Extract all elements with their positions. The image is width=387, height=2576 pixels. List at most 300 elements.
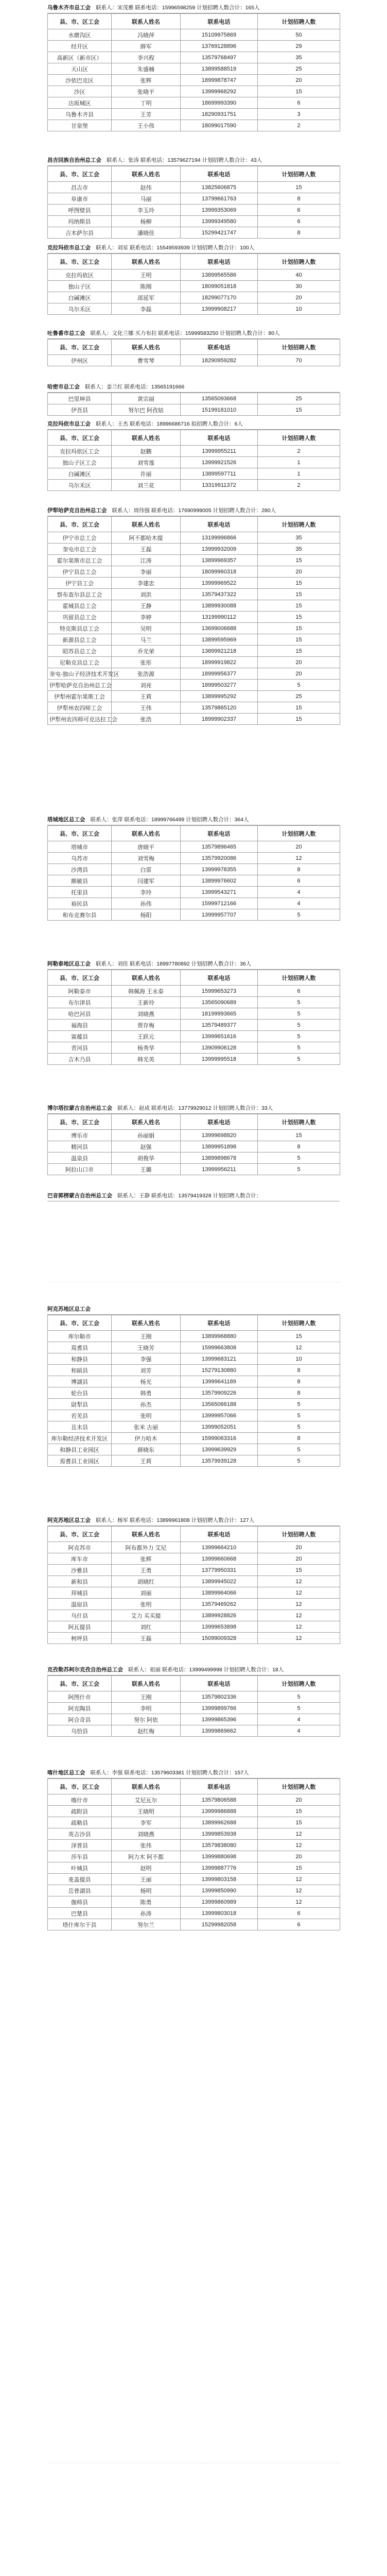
cell-district: 天山区 [48,63,112,75]
cell-phone: 13899921218 [181,646,258,657]
cell-recruit-count: 15 [258,623,340,634]
cell-contact-name: 薛军 [112,41,181,52]
cell-phone: 13999865396 [181,1714,258,1725]
column-header: 联系电话 [181,14,258,29]
cell-phone: 13199996866 [181,532,258,544]
cell-phone: 13999698820 [181,1130,258,1141]
cell-district: 伽师县 [48,1896,112,1908]
cell-contact-name: 王莉 [112,691,181,702]
cell-district: 裕民县 [48,898,112,909]
cell-contact-name: 张彤 [112,657,181,668]
column-header: 联系人姓名 [112,1315,181,1331]
cell-contact-name: 王丽 [112,1874,181,1885]
cell-phone: 15999063316 [181,1433,258,1444]
table-row [48,269,340,281]
table-row [48,1421,340,1433]
table-row [48,227,340,239]
cell-phone: 18699993390 [181,97,258,109]
recruitment-table [47,13,340,131]
table-row [48,1387,340,1399]
cell-contact-name: 贾存梅 [112,1020,181,1031]
cell-contact-name: 张辉 [112,1553,181,1565]
section-header [47,1664,340,1675]
cell-district: 库尔勒市 [48,1331,112,1342]
column-header: 联系人姓名 [112,1114,181,1130]
column-header: 联系人姓名 [112,254,181,269]
cell-recruit-count: 12 [258,1610,340,1621]
cell-recruit-count: 8 [258,1387,340,1399]
cell-phone: 18999956377 [181,668,258,680]
cell-contact-name: 杨阳 [112,909,181,921]
section-org-name: 伊犁哈萨克自治州总工会 [47,507,107,514]
cell-recruit-count: 8 [258,1376,340,1387]
cell-phone: 15109975869 [181,29,258,41]
table-row [48,1885,340,1896]
cell-recruit-count: 6 [258,986,340,997]
table-row [48,1691,340,1703]
cell-phone: 13899565586 [181,269,258,281]
cell-contact-name: 张伟 [112,1840,181,1851]
cell-recruit-count: 12 [258,1840,340,1851]
cell-recruit-count: 6 [258,875,340,887]
section-contact-info: 联系人：李强 联系电话：13579603381 计划招聘人数合计：157人 [90,1770,249,1776]
column-header: 计划招聘人数 [258,517,340,532]
cell-recruit-count: 15 [258,714,340,725]
table-header-row [48,826,340,841]
cell-recruit-count: 15 [258,1806,340,1817]
cell-contact-name: 张浩 [112,714,181,725]
cell-recruit-count: 20 [258,1542,340,1553]
cell-contact-name: 王静 [112,600,181,612]
cell-district: 库车市 [48,1553,112,1565]
column-header: 联系电话 [181,970,258,986]
table-row [48,1587,340,1599]
table-row [48,1331,340,1342]
section-header [47,1190,340,1201]
cell-contact-name: 马兰 [112,634,181,646]
column-header: 联系电话 [181,430,258,446]
cell-district: 沙湾县 [48,864,112,875]
cell-contact-name: 张浩源 [112,668,181,680]
cell-contact-name: 杨光 [112,1376,181,1387]
cell-phone: 13699006688 [181,623,258,634]
column-header: 联系电话 [181,826,258,841]
table-row [48,657,340,668]
cell-district: 伊犁哈萨克自治州总工会 [48,680,112,691]
cell-phone: 13899968880 [181,1331,258,1342]
cell-district: 柯坪县 [48,1633,112,1644]
section-contact-info: 联系人：刘星 联系电话：15549593939 计划招聘人数合计：100人 [96,245,255,251]
table-row [48,480,340,491]
cell-recruit-count: 5 [258,1008,340,1020]
section-header [47,1103,340,1114]
cell-phone: 13999850990 [181,1885,258,1896]
cell-district: 高新区（新市区） [48,52,112,63]
cell-district: 博乐市 [48,1130,112,1141]
cell-phone: 13999860989 [181,1896,258,1908]
section-header [47,958,340,970]
table-row [48,623,340,634]
cell-recruit-count: 5 [258,909,340,921]
cell-district: 哈巴河县 [48,1008,112,1020]
cell-phone: 13999957707 [181,909,258,921]
cell-phone: 18999902337 [181,714,258,725]
cell-recruit-count: 4 [258,1725,340,1737]
cell-contact-name: 王磊 [112,1633,181,1644]
cell-district: 独山子区工会 [48,457,112,468]
column-header: 县、市、区工会 [48,1676,112,1691]
cell-recruit-count: 15 [258,646,340,657]
cell-contact-name: 王刚 [112,1331,181,1342]
table-row [48,281,340,292]
table-row [48,1703,340,1714]
cell-recruit-count: 15 [258,1331,340,1342]
table-row [48,1817,340,1828]
section-header [47,328,340,339]
column-header: 联系电话 [181,340,258,355]
cell-contact-name: 李兴程 [112,52,181,63]
cell-phone: 13579920086 [181,853,258,864]
cell-phone: 13899969357 [181,555,258,566]
table-row [48,1794,340,1806]
recruitment-table [47,516,340,725]
cell-recruit-count: 5 [258,1153,340,1164]
column-header: 联系电话 [181,254,258,269]
cell-phone: 18099051818 [181,281,258,292]
cell-recruit-count: 20 [258,75,340,86]
section-header [47,381,340,393]
cell-phone: 13899930088 [181,600,258,612]
cell-contact-name: 李明 [112,1703,181,1714]
table-row [48,1455,340,1467]
cell-phone: 13999887776 [181,1862,258,1874]
table-header-row [48,166,340,182]
cell-phone: 13999921526 [181,457,258,468]
table-row [48,182,340,193]
cell-contact-name: 张米 古丽 [112,1421,181,1433]
cell-phone: 13565093668 [181,393,258,404]
recruitment-table [47,970,340,1065]
cell-phone: 13899962688 [181,1817,258,1828]
cell-contact-name: 张辉 [112,75,181,86]
cell-recruit-count: 8 [258,864,340,875]
cell-district: 乌恰县 [48,1725,112,1737]
cell-contact-name: 刘丽 [112,1587,181,1599]
section-contact-info: 联系人：张萍 联系电话：18999766499 计划招聘人数合计：364人 [90,817,249,823]
cell-recruit-count: 4 [258,898,340,909]
table-row [48,1919,340,1930]
cell-district: 伊吾县 [48,404,112,416]
cell-contact-name: 杨秀华 [112,1042,181,1054]
recruitment-table [47,166,340,239]
column-header: 联系电话 [181,1676,258,1691]
cell-phone: 15299982058 [181,1919,258,1930]
cell-contact-name: 王莉 [112,1455,181,1467]
column-header: 计划招聘人数 [258,1315,340,1331]
recruitment-table [47,1675,340,1737]
table-row [48,109,340,120]
cell-phone: 13579896465 [181,841,258,853]
table-row [48,555,340,566]
column-header: 联系人姓名 [112,826,181,841]
cell-district: 新源县总工会 [48,634,112,646]
cell-recruit-count: 50 [258,29,340,41]
cell-phone: 13999052051 [181,1421,258,1433]
cell-district: 乌什县 [48,1610,112,1621]
cell-phone: 13565066188 [181,1399,258,1410]
column-header: 联系电话 [181,166,258,182]
cell-recruit-count: 70 [258,355,340,366]
recruitment-table [47,430,340,491]
table-row [48,1365,340,1376]
cell-recruit-count: 35 [258,52,340,63]
section-s12 [47,1303,340,1467]
table-row [48,1714,340,1725]
cell-phone: 13999932009 [181,544,258,555]
cell-phone: 15999653273 [181,986,258,997]
cell-district: 焉耆县工业园区 [48,1455,112,1467]
cell-phone: 13999978355 [181,864,258,875]
section-org-name: 阿勒泰地区总工会 [47,961,91,967]
table-row [48,446,340,457]
table-row [48,303,340,315]
cell-recruit-count: 15 [258,702,340,714]
cell-district: 且末县 [48,1421,112,1433]
cell-contact-name: 刘亮 [112,680,181,691]
table-row [48,1399,340,1410]
table-row [48,1433,340,1444]
column-header: 县、市、区工会 [48,1114,112,1130]
cell-district: 霍尔果斯市总工会 [48,555,112,566]
column-header: 县、市、区工会 [48,517,112,532]
cell-recruit-count: 15 [258,589,340,600]
column-header: 县、市、区工会 [48,14,112,29]
cell-recruit-count: 12 [258,1896,340,1908]
cell-contact-name: 李建忠 [112,578,181,589]
section-contact-info: 联系人：姜兰红 联系电话：13565191666 [85,384,185,390]
cell-recruit-count: 8 [258,193,340,205]
cell-contact-name: 王勇 [112,1565,181,1576]
cell-recruit-count: 12 [258,1587,340,1599]
table-row [48,1862,340,1874]
cell-district: 沙区 [48,86,112,97]
cell-phone: 13899588519 [181,63,258,75]
cell-recruit-count: 20 [258,841,340,853]
cell-contact-name: 王磊 [112,544,181,555]
column-header: 县、市、区工会 [48,166,112,182]
table-row [48,875,340,887]
cell-recruit-count: 12 [258,1874,340,1885]
table-row [48,1851,340,1862]
cell-contact-name: 胡晓红 [112,1576,181,1587]
cell-recruit-count: 20 [258,1794,340,1806]
cell-phone: 13999955211 [181,446,258,457]
cell-phone: 13565090689 [181,997,258,1008]
cell-district: 独山子区 [48,281,112,292]
cell-district: 经开区 [48,41,112,52]
table-row [48,1725,340,1737]
cell-recruit-count: 15 [258,1817,340,1828]
cell-district: 沙雅县 [48,1565,112,1576]
cell-contact-name: 乔光荣 [112,646,181,657]
column-header: 联系电话 [181,517,258,532]
column-header: 计划招聘人数 [258,826,340,841]
cell-recruit-count: 10 [258,1353,340,1365]
cell-contact-name: 曹雪琴 [112,355,181,366]
cell-phone: 13779950331 [181,1565,258,1576]
table-row [48,1008,340,1020]
cell-district: 塔什库尔干县 [48,1919,112,1930]
cell-phone: 13899995292 [181,691,258,702]
column-header: 县、市、区工会 [48,1527,112,1542]
table-row [48,841,340,853]
table-row [48,1565,340,1576]
cell-phone: 13579489377 [181,1020,258,1031]
cell-recruit-count: 15 [258,1130,340,1141]
cell-phone: 13999969522 [181,578,258,589]
cell-recruit-count: 12 [258,1576,340,1587]
cell-contact-name: 李磊 [112,303,181,315]
cell-phone: 18999878747 [181,75,258,86]
cell-phone: 18099960318 [181,566,258,578]
cell-contact-name: 赵伟 [112,182,181,193]
cell-recruit-count: 6 [258,1919,340,1930]
section-org-name: 克拉玛依市总工会 [47,421,91,427]
cell-district: 阿勒泰市 [48,986,112,997]
cell-recruit-count: 35 [258,544,340,555]
section-s13 [47,1515,340,1644]
cell-contact-name: 潘晓佳 [112,227,181,239]
cell-contact-name: 刘洪 [112,589,181,600]
cell-phone: 13825606875 [181,182,258,193]
column-header: 联系人姓名 [112,1527,181,1542]
column-header: 联系电话 [181,1114,258,1130]
cell-contact-name: 孙丽娟 [112,1130,181,1141]
section-header [47,2,340,13]
section-org-name: 乌鲁木齐市总工会 [47,5,91,11]
table-row [48,898,340,909]
table-header-row [48,1114,340,1130]
table-row [48,404,340,416]
cell-phone: 13899928826 [181,1610,258,1621]
cell-phone: 13199990112 [181,612,258,623]
cell-phone: 13579939128 [181,1455,258,1467]
cell-recruit-count: 5 [258,1421,340,1433]
cell-recruit-count: 5 [258,1691,340,1703]
cell-district: 吉木乃县 [48,1054,112,1065]
cell-recruit-count: 4 [258,887,340,898]
section-contact-info: 联系人：周伟强 联系电话：17690999005 计划招聘人数合计：280人 [112,507,276,514]
table-row [48,1353,340,1365]
cell-district: 额敏县 [48,875,112,887]
cell-contact-name: 白雷 [112,864,181,875]
cell-contact-name: 刘兰花 [112,480,181,491]
cell-recruit-count: 25 [258,393,340,404]
cell-recruit-count: 6 [258,1908,340,1919]
recruitment-table [47,1526,340,1644]
cell-contact-name: 闫建军 [112,875,181,887]
cell-phone: 13899597711 [181,468,258,480]
cell-contact-name: 杨明 [112,1885,181,1896]
cell-phone: 13899976602 [181,875,258,887]
recruitment-table [47,1778,340,1930]
cell-contact-name: 许丽 [112,468,181,480]
cell-recruit-count: 20 [258,1553,340,1565]
column-header: 县、市、区工会 [48,1779,112,1794]
section-header [47,1303,340,1315]
section-contact-info: 联系人：王杰 联系电话：18996686716 拟招聘人数合计：6人 [96,421,243,427]
cell-district: 莎车县 [48,1851,112,1862]
cell-recruit-count: 20 [258,292,340,303]
cell-recruit-count: 1 [258,468,340,480]
column-header: 联系人姓名 [112,14,181,29]
table-row [48,393,340,404]
cell-contact-name: 赵鹏 [112,446,181,457]
section-header [47,505,340,516]
table-row [48,52,340,63]
cell-contact-name: 陈刚 [112,281,181,292]
recruitment-table [47,825,340,921]
cell-district: 特克斯县总工会 [48,623,112,634]
cell-recruit-count: 12 [258,1599,340,1610]
cell-contact-name: 冯晓萍 [112,29,181,41]
recruitment-table [47,253,340,315]
table-header-row [48,1315,340,1331]
cell-district: 甘泉堡 [48,120,112,131]
cell-recruit-count: 8 [258,1141,340,1153]
table-row [48,566,340,578]
table-row [48,1806,340,1817]
table-row [48,1553,340,1565]
cell-recruit-count: 3 [258,109,340,120]
cell-recruit-count: 5 [258,1020,340,1031]
cell-district: 巩留县总工会 [48,612,112,623]
cell-district: 麦盖提县 [48,1874,112,1885]
cell-district: 布尔津县 [48,997,112,1008]
table-row [48,205,340,216]
cell-phone: 13999957066 [181,1410,258,1421]
cell-phone: 13999869662 [181,1725,258,1737]
cell-recruit-count: 4 [258,1714,340,1725]
cell-phone: 13319911372 [181,480,258,491]
cell-phone: 13899951898 [181,1141,258,1153]
cell-phone: 18299077170 [181,292,258,303]
column-header: 计划招聘人数 [258,14,340,29]
cell-contact-name: 王晓明 [112,1806,181,1817]
section-s14 [47,1664,340,1737]
cell-contact-name: 王明 [112,269,181,281]
cell-recruit-count: 5 [258,1054,340,1065]
cell-phone: 13999956211 [181,1164,258,1175]
cell-district: 昭苏县总工会 [48,646,112,657]
column-header: 联系电话 [181,1315,258,1331]
cell-phone: 15199181010 [181,404,258,416]
cell-contact-name: 刘红 [112,1621,181,1633]
cell-phone: 15299421747 [181,227,258,239]
table-row [48,1054,340,1065]
table-header-row [48,970,340,986]
cell-phone: 15999663808 [181,1342,258,1353]
cell-district: 尼勒克县总工会 [48,657,112,668]
cell-contact-name: 刘雪梅 [112,853,181,864]
cell-district: 和硕县 [48,1365,112,1376]
cell-district: 阿图什市 [48,1691,112,1703]
cell-district: 沙依巴克区 [48,75,112,86]
cell-recruit-count: 5 [258,997,340,1008]
cell-district: 青河县 [48,1042,112,1054]
section-org-name: 阿克苏地区总工会 [47,1517,91,1523]
section-org-name: 克拉玛依市总工会 [47,245,91,251]
